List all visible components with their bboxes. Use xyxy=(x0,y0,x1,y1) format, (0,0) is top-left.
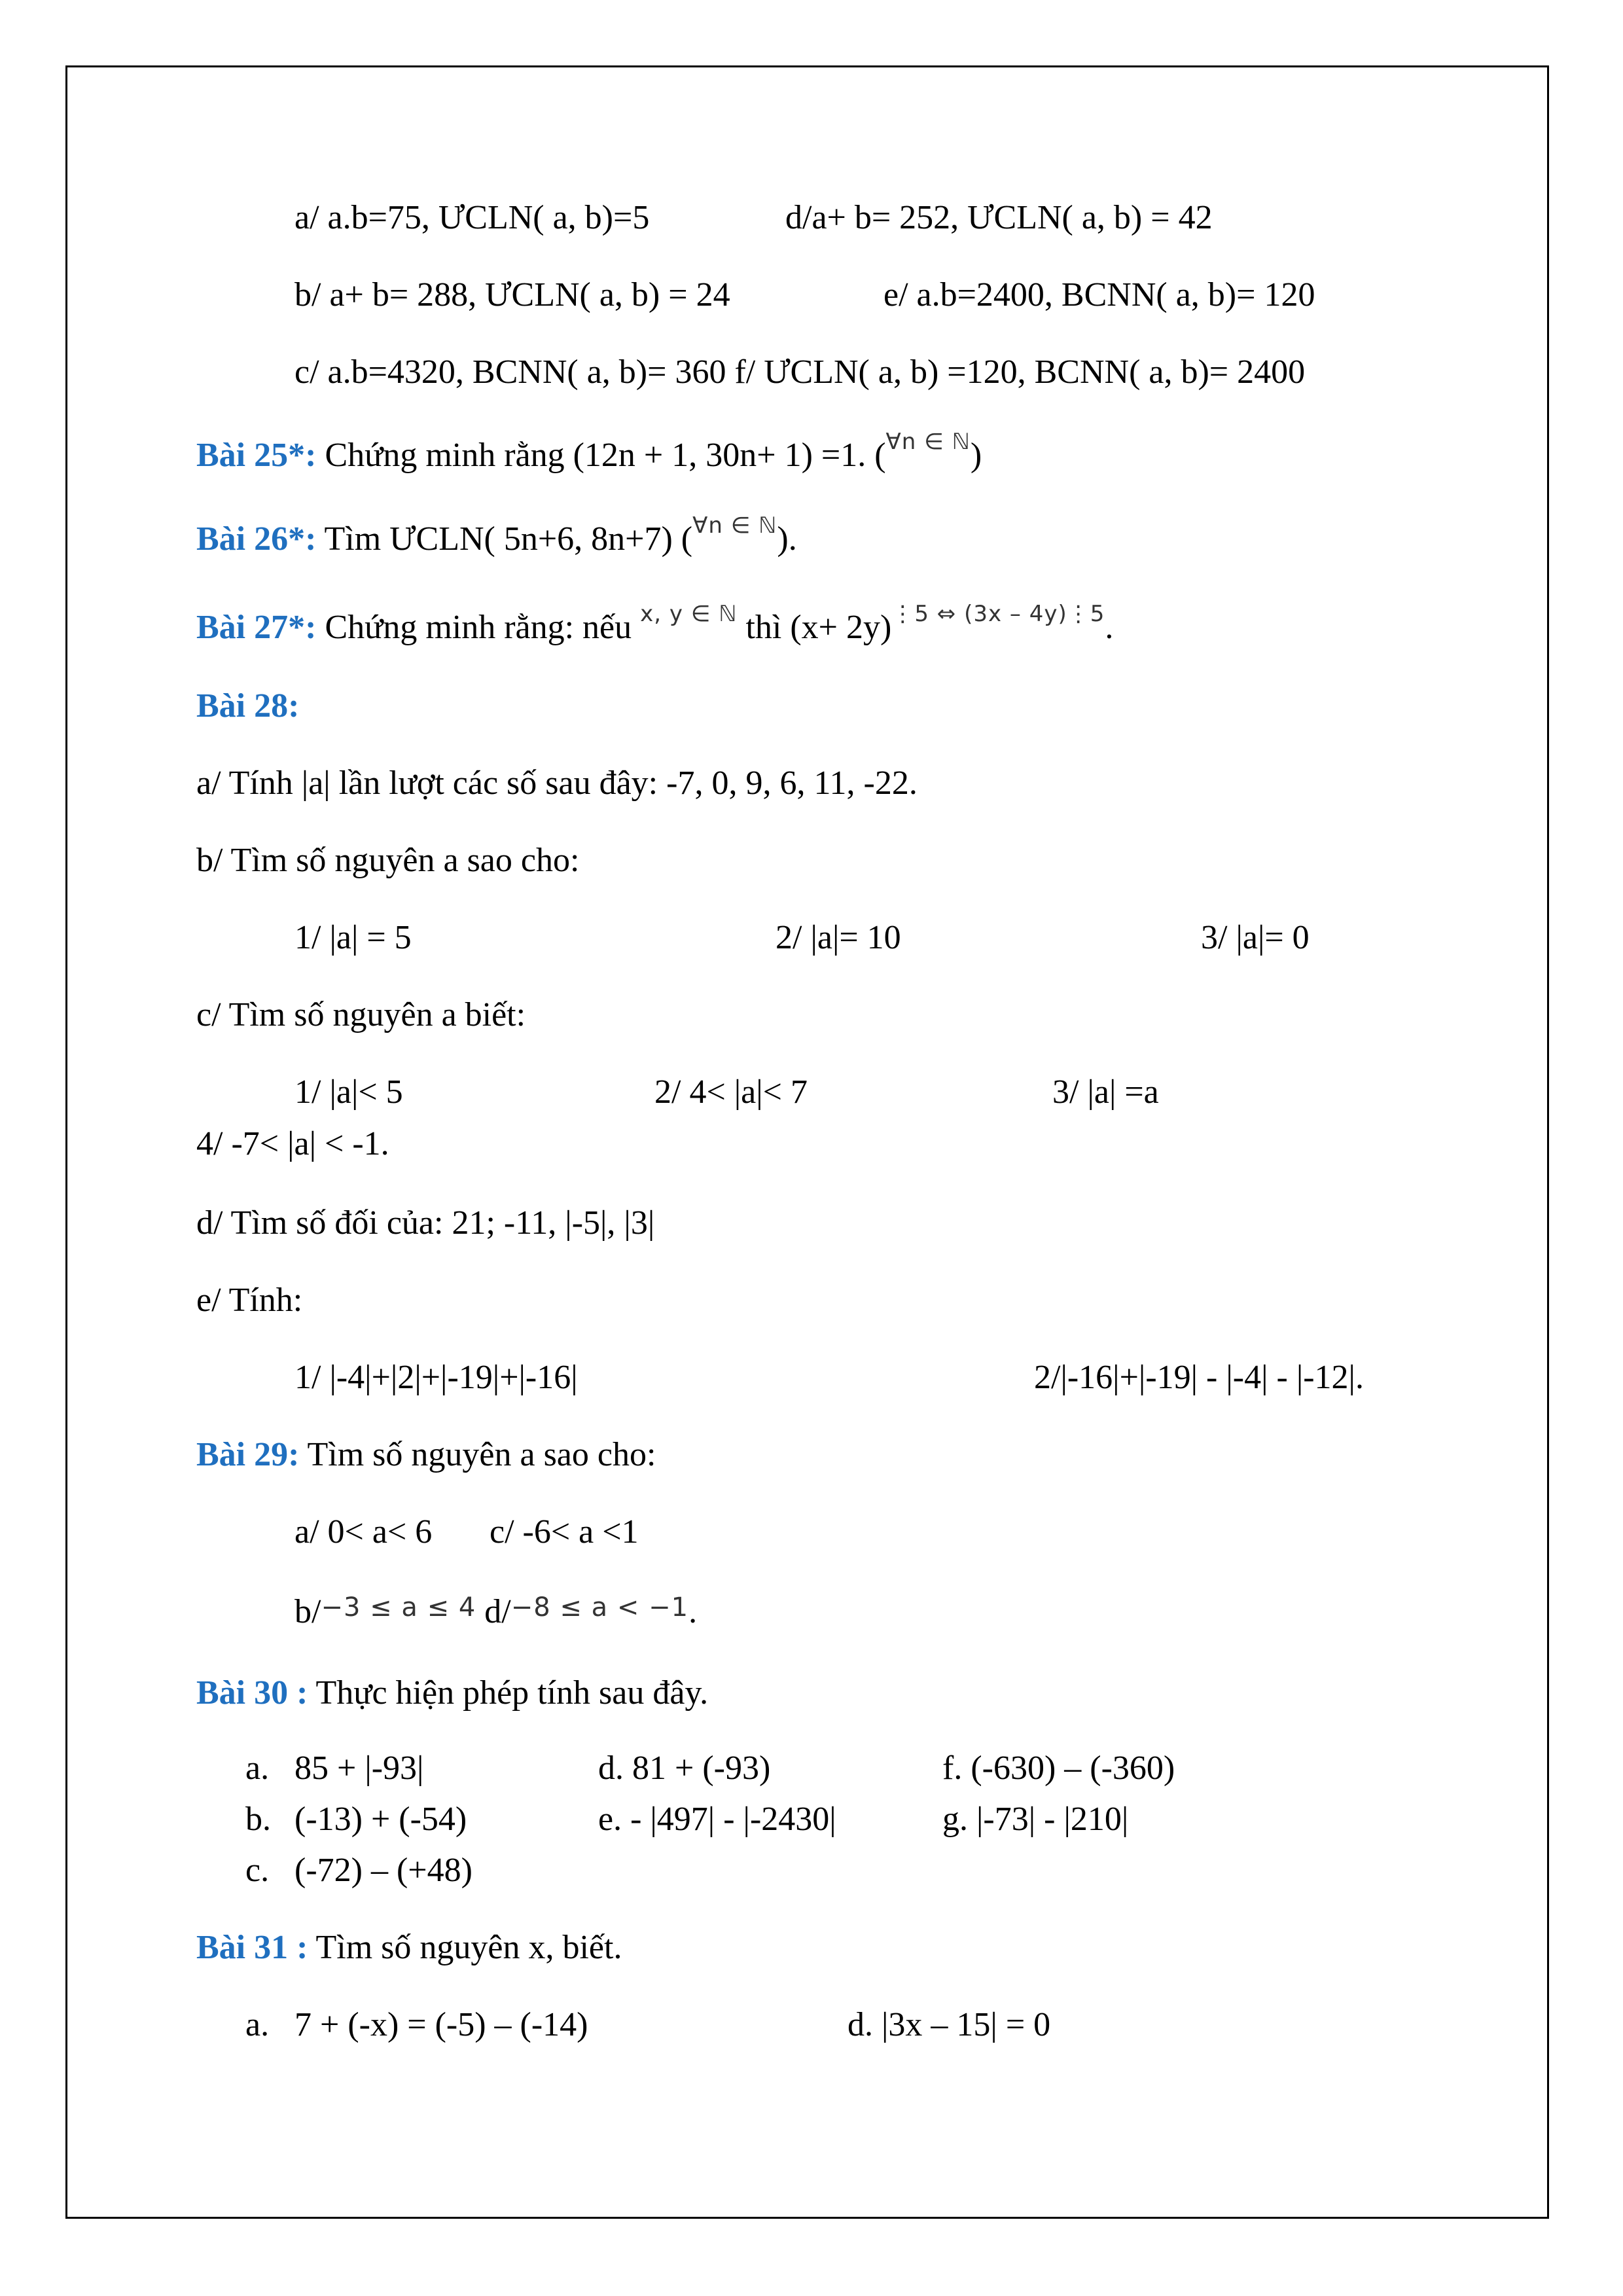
exercise-28-title: Bài 28: xyxy=(196,687,300,725)
exercise-27-mid: thì (x+ 2y) xyxy=(737,609,892,646)
exercise-31-text: Tìm số nguyên x, biết. xyxy=(308,1929,622,1966)
exercise-30-d: d. 81 + (-93) xyxy=(598,1749,771,1787)
exercise-28-b1: 1/ |a| = 5 xyxy=(294,919,412,956)
exercise-29-title: Bài 29: xyxy=(196,1436,300,1473)
exercise-29-text: Tìm số nguyên a sao cho: xyxy=(299,1436,656,1473)
exercise-27 xyxy=(196,601,1114,651)
exercise-26 xyxy=(196,512,797,563)
exercise-25-text: Chứng minh rằng (12n + 1, 30n+ 1) =1. ( xyxy=(316,437,886,474)
exercise-28-b2: 2/ |a|= 10 xyxy=(776,919,901,956)
exercise-26-math: ∀n ∈ ℕ xyxy=(692,512,777,539)
exercise-30-e: e. - |497| - |-2430| xyxy=(598,1801,836,1838)
item-24a: a/ a.b=75, ƯCLN( a, b)=5 xyxy=(294,199,650,236)
exercise-30-a-marker: a. xyxy=(245,1749,270,1787)
exercise-30-b: (-13) + (-54) xyxy=(294,1801,467,1838)
exercise-30-b-marker: b. xyxy=(245,1801,271,1838)
exercise-25 xyxy=(196,429,982,479)
exercise-30-f: f. (-630) – (-360) xyxy=(942,1749,1175,1787)
exercise-29-a: a/ 0< a< 6 xyxy=(294,1513,433,1551)
item-24b: b/ a+ b= 288, ƯCLN( a, b) = 24 xyxy=(294,276,730,314)
exercise-30-a: 85 + |-93| xyxy=(294,1749,424,1787)
item-24c-f: c/ a.b=4320, BCNN( a, b)= 360 f/ ƯCLN( a, b) =120, BCNN( a, b)= 2400 xyxy=(294,353,1306,391)
exercise-28-b3: 3/ |a|= 0 xyxy=(1201,919,1310,956)
exercise-30-c: (-72) – (+48) xyxy=(294,1852,473,1889)
exercise-29-c: c/ -6< a <1 xyxy=(490,1513,639,1551)
exercise-26-text: Tìm ƯCLN( 5n+6, 8n+7) ( xyxy=(316,520,693,558)
exercise-31-title: Bài 31 : xyxy=(196,1929,308,1966)
exercise-29-d-math: −8 ≤ a < −1 xyxy=(510,1592,689,1623)
exercise-28-e: e/ Tính: xyxy=(196,1282,303,1319)
exercise-28-c4: 4/ -7< |a| < -1. xyxy=(196,1125,389,1162)
exercise-27-title: Bài 27*: xyxy=(196,609,317,646)
exercise-30-text: Thực hiện phép tính sau đây. xyxy=(308,1674,709,1712)
exercise-28-c2: 2/ 4< |a|< 7 xyxy=(654,1073,808,1111)
exercise-28-e1: 1/ |-4|+|2|+|-19|+|-16| xyxy=(294,1359,578,1396)
exercise-27-math-2: ⋮5 ⇔ (3x – 4y)⋮5 xyxy=(891,601,1105,627)
exercise-29-end: . xyxy=(688,1593,698,1630)
exercise-30-g: g. |-73| - |210| xyxy=(942,1801,1129,1838)
exercise-27-end: . xyxy=(1105,609,1114,646)
exercise-25-math: ∀n ∈ ℕ xyxy=(885,429,971,455)
exercise-28-d: d/ Tìm số đối của: 21; -11, |-5|, |3| xyxy=(196,1204,655,1242)
exercise-30 xyxy=(196,1673,708,1713)
exercise-31-a: 7 + (-x) = (-5) – (-14) xyxy=(294,2006,588,2043)
exercise-28-b: b/ Tìm số nguyên a sao cho: xyxy=(196,842,580,879)
exercise-31 xyxy=(196,1928,622,1968)
exercise-30-c-marker: c. xyxy=(245,1852,270,1889)
exercise-29-bd xyxy=(294,1592,697,1634)
exercise-29-d-label: d/ xyxy=(476,1593,511,1630)
exercise-28-c: c/ Tìm số nguyên a biết: xyxy=(196,996,526,1033)
exercise-29-b-math: −3 ≤ a ≤ 4 xyxy=(321,1592,476,1623)
exercise-27-math-1: x, y ∈ ℕ xyxy=(640,601,738,627)
item-24e: e/ a.b=2400, BCNN( a, b)= 120 xyxy=(883,276,1315,314)
exercise-30-title: Bài 30 : xyxy=(196,1674,308,1712)
exercise-28-c1: 1/ |a|< 5 xyxy=(294,1073,403,1111)
exercise-29 xyxy=(196,1435,656,1475)
exercise-26-title: Bài 26*: xyxy=(196,520,317,558)
item-24d: d/a+ b= 252, ƯCLN( a, b) = 42 xyxy=(785,199,1213,236)
exercise-26-end: ). xyxy=(777,520,797,558)
exercise-28-a: a/ Tính |a| lần lượt các số sau đây: -7, 0, 9, 6, 11, -22. xyxy=(196,764,918,802)
exercise-28-c3: 3/ |a| =a xyxy=(1052,1073,1159,1111)
exercise-27-text: Chứng minh rằng: nếu xyxy=(316,609,641,646)
exercise-25-title: Bài 25*: xyxy=(196,437,317,474)
exercise-25-end: ) xyxy=(970,437,982,474)
exercise-28-e2: 2/|-16|+|-19| - |-4| - |-12|. xyxy=(1034,1359,1364,1396)
exercise-31-a-marker: a. xyxy=(245,2006,270,2043)
exercise-29-b-label: b/ xyxy=(294,1593,321,1630)
exercise-31-d: d. |3x – 15| = 0 xyxy=(847,2006,1051,2043)
